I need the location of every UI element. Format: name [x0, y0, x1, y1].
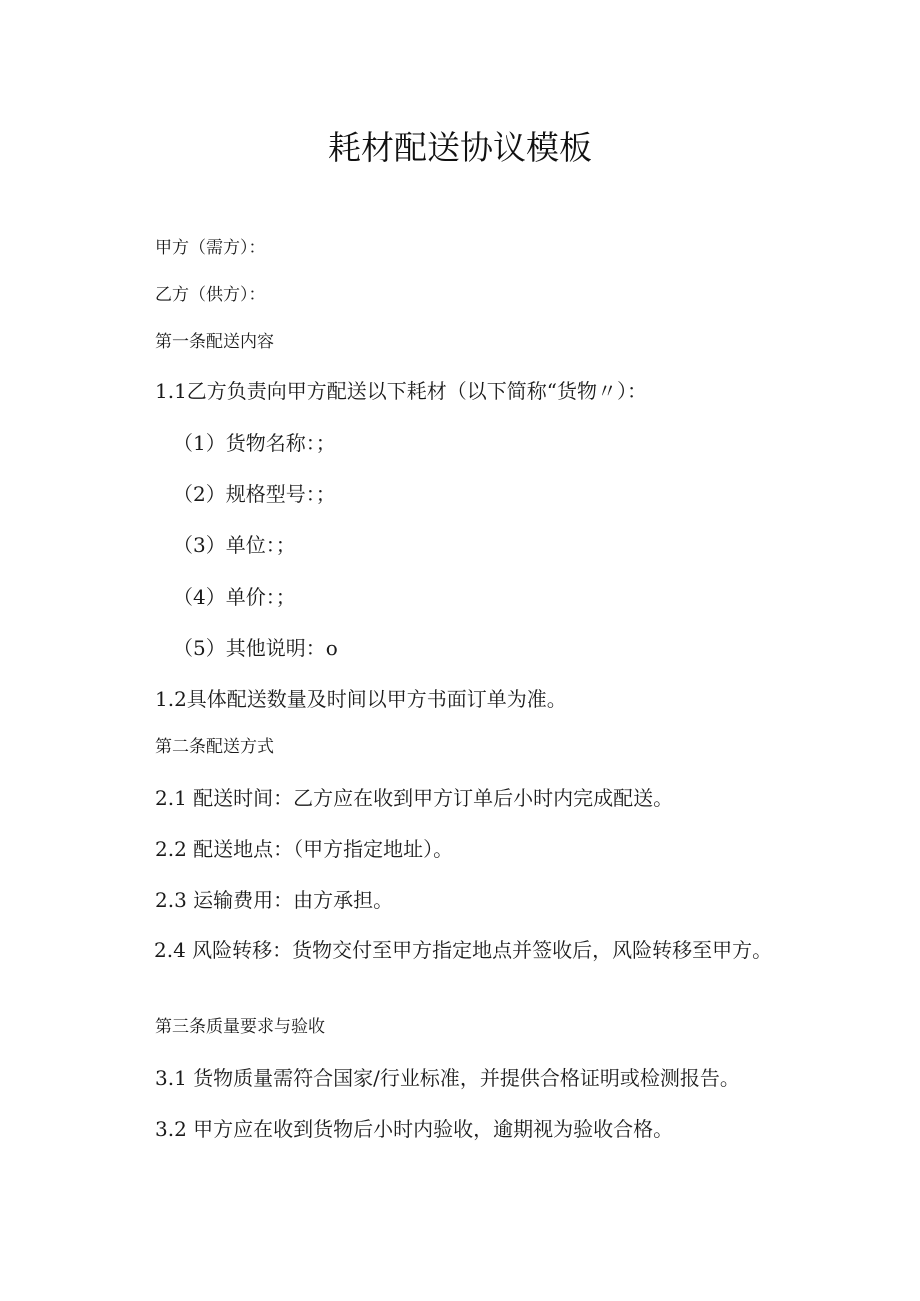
- article-2-heading: 第二条配送方式: [155, 737, 274, 757]
- document-title: 耗材配送协议模板: [328, 128, 592, 167]
- sub-item-4: （4）单价：；: [173, 585, 296, 609]
- clause-3-1: 3.1 货物质量需符合国家/行业标准，并提供合格证明或检测报告。: [155, 1066, 740, 1090]
- clause-2-1: 2.1 配送时间：乙方应在收到甲方订单后小时内完成配送。: [155, 786, 674, 810]
- sub-item-1: （1）货物名称：；: [173, 431, 336, 455]
- sub-item-3: （3）单位：；: [173, 533, 296, 557]
- clause-3-2: 3.2 甲方应在收到货物后小时内验收，逾期视为验收合格。: [155, 1117, 674, 1141]
- clause-2-3: 2.3 运输费用：由方承担。: [155, 888, 394, 912]
- clause-1-1: 1.1乙方负责向甲方配送以下耗材（以下简称“货物〃）：: [155, 379, 648, 403]
- party-b-label: 乙方（供方）：: [155, 285, 266, 305]
- clause-1-2: 1.2具体配送数量及时间以甲方书面订单为准。: [155, 687, 567, 711]
- sub-item-2: （2）规格型号：；: [173, 482, 336, 506]
- party-a-label: 甲方（需方）：: [155, 238, 266, 258]
- article-1-heading: 第一条配送内容: [155, 332, 274, 352]
- article-3-heading: 第三条质量要求与验收: [155, 1017, 325, 1037]
- clause-2-4: 2.4 风险转移：货物交付至甲方指定地点并签收后，风险转移至甲方。: [154, 938, 773, 962]
- sub-item-5: （5）其他说明：o: [173, 636, 338, 660]
- clause-2-2: 2.2 配送地点：（甲方指定地址）。: [155, 837, 454, 861]
